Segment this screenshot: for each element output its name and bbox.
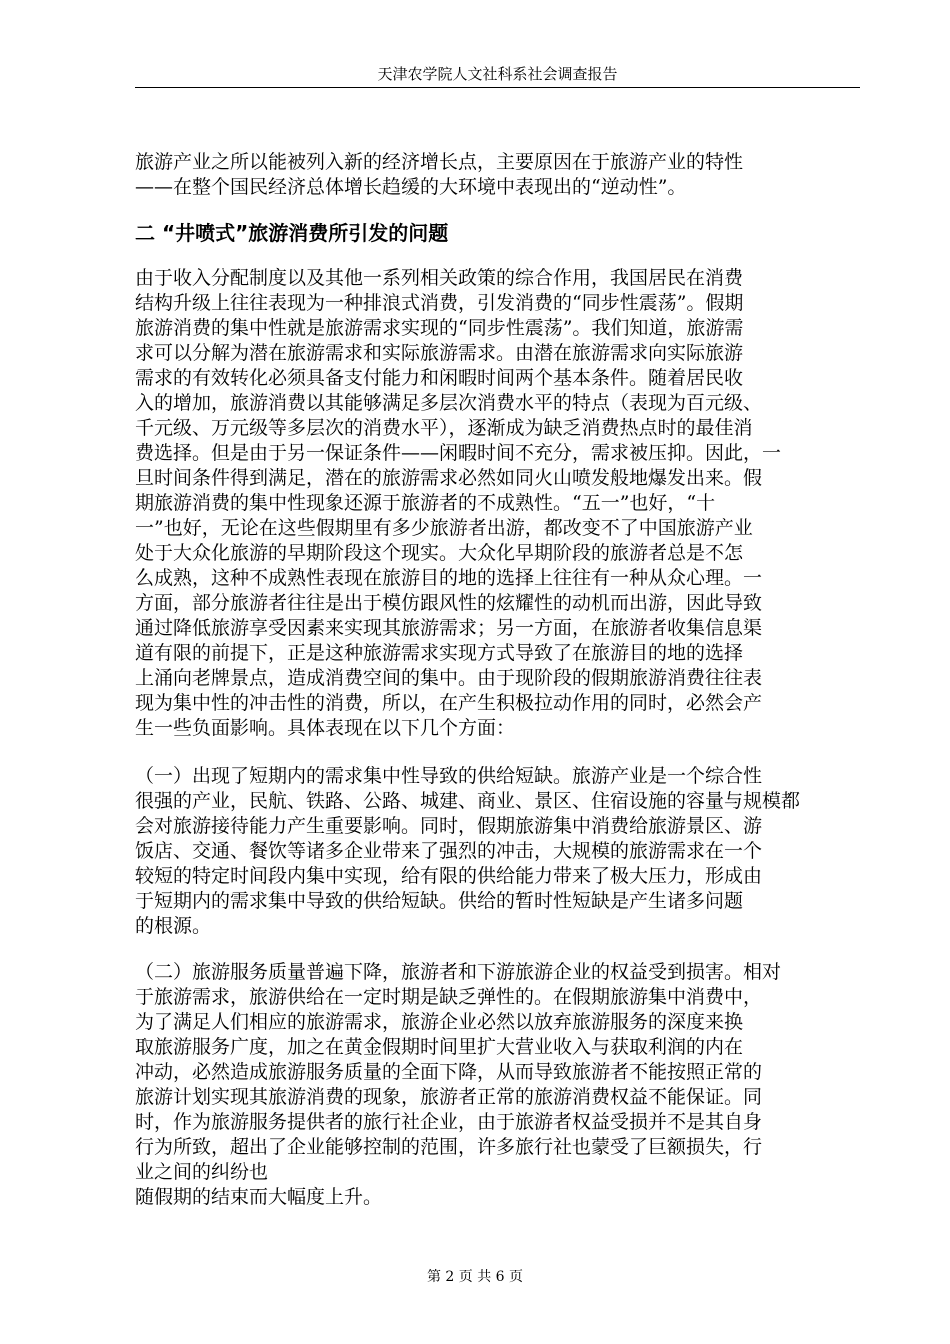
text-line: 时，作为旅游服务提供者的旅行社企业，由于旅游者权益受损并不是其自身 — [135, 1111, 763, 1133]
text-line: ——在整个国民经济总体增长趋缓的大环境中表现出的“逆动性”。 — [135, 176, 687, 198]
text-line: 方面，部分旅游者往往是出于模仿跟风性的炫耀性的动机而出游，因此导致 — [135, 592, 763, 614]
intro-paragraph — [135, 150, 860, 200]
text-line: 为了满足人们相应的旅游需求，旅游企业必然以放弃旅游服务的深度来换 — [135, 1011, 744, 1033]
text-line: （一）出现了短期内的需求集中性导致的供给短缺。旅游产业是一个综合性 — [135, 765, 763, 787]
section-heading: 二 “井喷式”旅游消费所引发的问题 — [135, 221, 449, 245]
text-line: 行为所致，超出了企业能够控制的范围，许多旅行社也蒙受了巨额损失，行 — [135, 1136, 763, 1158]
text-line: 于短期内的需求集中导致的供给短缺。供给的暂时性短缺是产生诸多问题 — [135, 890, 744, 912]
text-line: 结构升级上往往表现为一种排浪式消费，引发消费的“同步性震荡”。假期 — [135, 292, 744, 314]
header-rule — [135, 87, 860, 88]
text-line: 上涌向老牌景点，造成消费空间的集中。由于现阶段的假期旅游消费往往表 — [135, 667, 763, 689]
text-line: 期旅游消费的集中性现象还源于旅游者的不成熟性。“五一”也好，“十 — [135, 492, 716, 514]
text-line: 需求的有效转化必须具备支付能力和闲暇时间两个基本条件。随着居民收 — [135, 367, 744, 389]
text-line: 求可以分解为潜在旅游需求和实际旅游需求。由潜在旅游需求向实际旅游 — [135, 342, 744, 364]
text-line: 入的增加，旅游消费以其能够满足多层次消费水平的特点（表现为百元级、 — [135, 392, 763, 414]
text-line: 于旅游需求，旅游供给在一定时期是缺乏弹性的。在假期旅游集中消费中， — [135, 986, 763, 1008]
text-line: 旅游消费的集中性就是旅游需求实现的“同步性震荡”。我们知道，旅游需 — [135, 317, 744, 339]
text-line: 很强的产业，民航、铁路、公路、城建、商业、景区、住宿设施的容量与规模都 — [135, 790, 801, 812]
text-line: 费选择。但是由于另一保证条件——闲暇时间不充分，需求被压抑。因此，一 — [135, 442, 782, 464]
text-line: 千元级、万元级等多层次的消费水平），逐渐成为缺乏消费热点时的最佳消 — [135, 417, 753, 439]
page-header: 天津农学院人文社科系社会调查报告 — [377, 65, 618, 83]
paragraph-2 — [135, 764, 860, 939]
text-line: 一”也好，无论在这些假期里有多少旅游者出游，都改变不了中国旅游产业 — [135, 517, 753, 539]
text-line: 处于大众化旅游的早期阶段这个现实。大众化早期阶段的旅游者总是不怎 — [135, 542, 744, 564]
text-line: 会对旅游接待能力产生重要影响。同时，假期旅游集中消费给旅游景区、游 — [135, 815, 763, 837]
text-line: 旅游产业之所以能被列入新的经济增长点，主要原因在于旅游产业的特性 — [135, 151, 744, 173]
text-line: 取旅游服务广度，加之在黄金假期时间里扩大营业收入与获取利润的内在 — [135, 1036, 744, 1058]
text-line: （二）旅游服务质量普遍下降，旅游者和下游旅游企业的权益受到损害。相对 — [135, 961, 782, 983]
paragraph-1 — [135, 266, 860, 741]
text-line: 业之间的纠纷也 — [135, 1161, 269, 1183]
text-line: 较短的特定时间段内集中实现，给有限的供给能力带来了极大压力，形成由 — [135, 865, 763, 887]
text-line: 饭店、交通、餐饮等诸多企业带来了强烈的冲击，大规模的旅游需求在一个 — [135, 840, 763, 862]
text-line: 现为集中性的冲击性的消费，所以，在产生积极拉动作用的同时，必然会产 — [135, 692, 763, 714]
page-number: 第 2 页 共 6 页 — [426, 1269, 524, 1285]
text-line: 随假期的结束而大幅度上升。 — [135, 1186, 383, 1208]
text-line: 道有限的前提下，正是这种旅游需求实现方式导致了在旅游目的地的选择 — [135, 642, 744, 664]
text-line: 通过降低旅游享受因素来实现其旅游需求；另一方面，在旅游者收集信息渠 — [135, 617, 763, 639]
text-line: 的根源。 — [135, 915, 212, 937]
paragraph-3 — [135, 960, 860, 1210]
text-line: 么成熟，这种不成熟性表现在旅游目的地的选择上往往有一种从众心理。一 — [135, 567, 763, 589]
text-line: 冲动，必然造成旅游服务质量的全面下降，从而导致旅游者不能按照正常的 — [135, 1061, 763, 1083]
text-line: 旅游计划实现其旅游消费的现象，旅游者正常的旅游消费权益不能保证。同 — [135, 1086, 763, 1108]
text-line: 由于收入分配制度以及其他一系列相关政策的综合作用，我国居民在消费 — [135, 267, 744, 289]
text-line: 旦时间条件得到满足，潜在的旅游需求必然如同火山喷发般地爆发出来。假 — [135, 467, 763, 489]
text-line: 生一些负面影响。具体表现在以下几个方面： — [135, 717, 516, 739]
